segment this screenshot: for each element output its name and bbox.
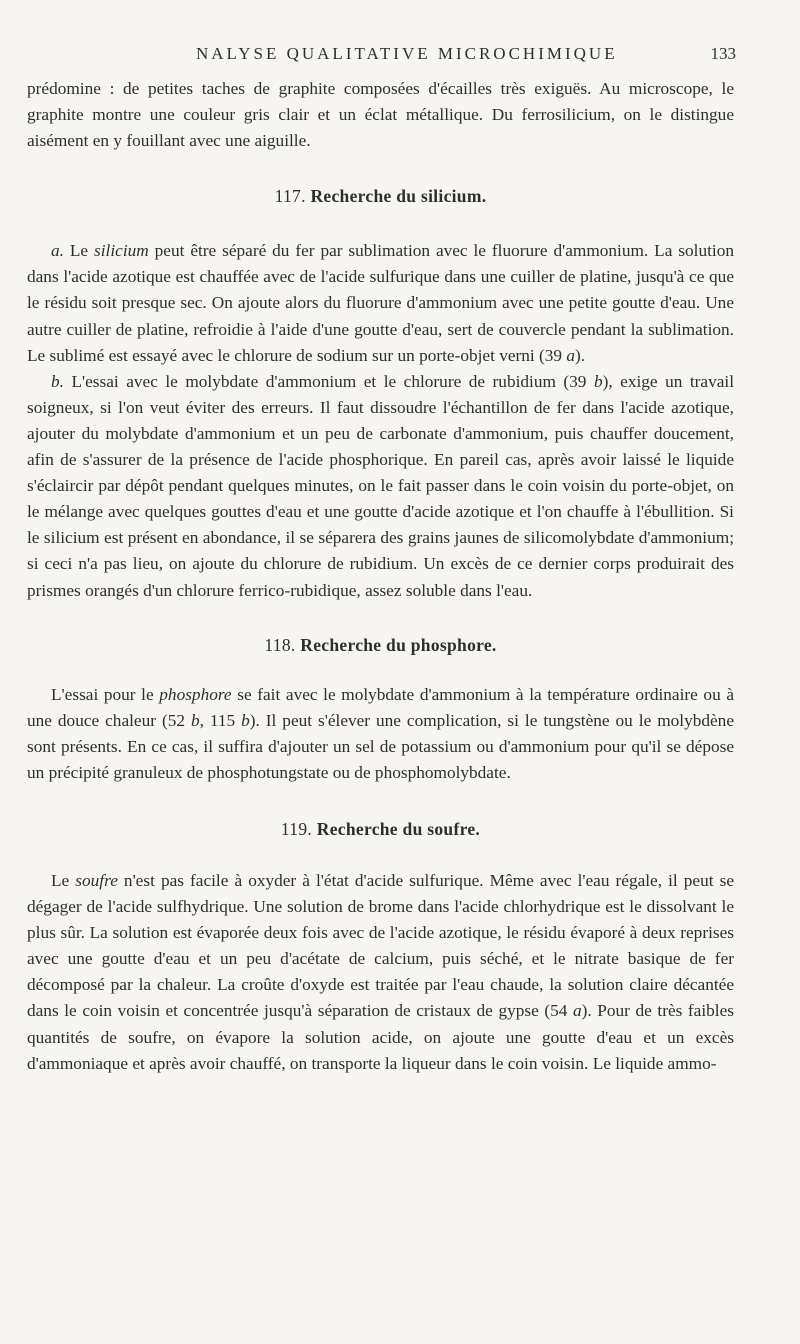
reference-label: b [241, 710, 250, 730]
running-title: NALYSE QUALITATIVE MICROCHIMIQUE [196, 44, 618, 63]
text-run: L'essai pour le [51, 684, 160, 704]
term-phosphore: phosphore [159, 684, 232, 704]
text-run: se fait avec le molybdate d'ammonium à la température ordinaire ou à une douce chaleur (52 [27, 684, 735, 730]
reference-label: a [572, 1001, 582, 1021]
section-number: 117. [274, 186, 306, 207]
term-soufre: soufre [75, 870, 118, 890]
reference-label: a [566, 345, 576, 365]
section-number: 118. [264, 634, 296, 655]
reference-label: b [190, 710, 200, 730]
paragraph-118 [27, 682, 734, 786]
text-run: Le [51, 870, 76, 890]
paragraph-119 [27, 868, 734, 1077]
paragraph-117a [27, 238, 734, 368]
text-run: L'essai avec le molybdate d'ammonium et le chlorure de rubidium (39 [63, 371, 594, 391]
text-run: ), exige un travail soigneux, si l'on veut éviter des erreurs. Il faut dissoudre l'échantillon de fer dans l'acide azotique, ajouter du molybdate d'ammonium et un peu de carbonate d'ammonium, puis chauffer doucement, afin de s'assurer de la présence de l'acide phosphorique. En pareil cas, après avoir laissé le liquide s'éclaircir par dépôt pendant quelques minutes, on le fait passer dans le coin voisin du porte-objet, on le mélange avec quelques gouttes d'eau et une goutte d'acide azotique et l'on chauffe à l'ébullition. Si le silicium est présent en abondance, il se séparera des grains jaunes de silicomolybdate d'ammonium; si ceci n'a pas lieu, on ajoute du chlorure de rubidium. Un excès de ce dernier corps produirait des prismes orangés d'un chlorure ferrico-rubidique, assez soluble dans l'eau. [27, 371, 734, 600]
section-heading-119 [27, 816, 734, 842]
text-run: Le [63, 241, 95, 261]
reference-label: b [593, 371, 603, 391]
text-run: peut être séparé du fer par sublimation avec le fluorure d'ammonium. La solution dans l'acide azotique est chauffée avec de l'acide sulfurique dans une cuiller de platine, jusqu'à ce que le résidu soit presque sec. On ajoute alors du fluorure d'ammonium avec une petite goutte d'eau. Une autre cuiller de platine, refroidie à l'aide d'une goutte d'eau, sert de couvercle pendant la sublimation. Le sublimé est essayé avec le chlorure de sodium sur un porte-objet verni (39 [27, 241, 734, 365]
item-label: a. [51, 241, 64, 261]
text-run: ). Pour de très faibles quantités de soufre, on évapore la solution acide, on ajoute une goutte d'eau et un excès d'ammoniaque et après avoir chauffé, on transporte la liqueur dans le coin voisin. Le liquide ammo- [27, 1001, 734, 1073]
text-run: ). Il peut s'élever une complication, si le tungstène ou le molybdène sont présents. En ce cas, il suffira d'ajouter un sel de potassium ou d'ammonium pour qu'il se dépose un précipité granuleux de phosphotungstate ou de phosphomolybdate. [27, 710, 734, 782]
item-label: b. [51, 371, 64, 391]
paragraph-117b [27, 369, 734, 604]
body-text [27, 76, 734, 1077]
section-heading-118 [27, 632, 734, 658]
page-number: 133 [710, 44, 736, 63]
section-title: Recherche du soufre. [316, 818, 481, 839]
section-number: 119. [280, 818, 313, 839]
text-run: , 115 [199, 710, 242, 730]
section-heading-117 [27, 183, 734, 209]
term-silicium: silicium [94, 241, 149, 261]
text-run: ). [575, 345, 586, 365]
text-run: n'est pas facile à oxyder à l'état d'acide sulfurique. Même avec l'eau régale, il peut se dégager de l'acide sulfhydrique. Une solution de brome dans l'acide chlorhydrique est le dissolvant le plus sûr. La solution est évaporée deux fois avec de l'acide azotique, le résidu évaporé à deux reprises avec une goutte d'eau et un peu d'acétate de calcium, puis séché, et le nitrate basique de fer décomposé par la chaleur. La croûte d'oxyde est traitée par l'eau chaude, la solution claire décantée dans le coin voisin et concentrée jusqu'à séparation de cristaux de gypse (54 [27, 870, 734, 1021]
intro-paragraph: prédomine : de petites taches de graphite composées d'écailles très exiguës. Au microscope, le graphite montre une couleur gris clair et un éclat métallique. Du ferrosilicium, on le distingue aisément en y fouillant avec une aiguille. [27, 79, 734, 151]
section-title: Recherche du phosphore. [300, 634, 497, 655]
section-title: Recherche du silicium. [310, 186, 487, 207]
